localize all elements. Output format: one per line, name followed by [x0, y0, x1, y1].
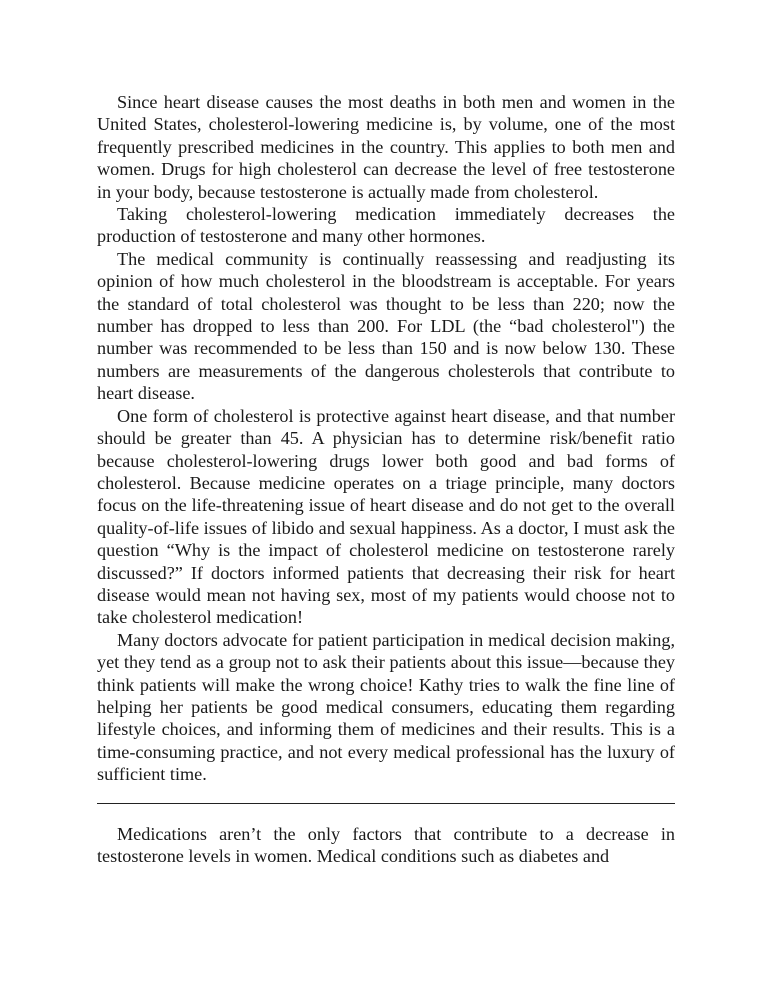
paragraph-medical-conditions: Medications aren’t the only factors that contribute to a decrease in testosterone levels in women. Medical conditions such as diabetes and [97, 823, 675, 866]
document-page [97, 91, 675, 867]
paragraph-cholesterol-standards: The medical community is continually reassessing and readjusting its opinion of how much cholesterol in the bloodstream is acceptable. For years the standard of total cholesterol was thought to be less than 220; now the number has dropped to less than 200. For LDL (the “bad cholesterol") the number was recommended to be less than 150 and is now below 130. These numbers are measurements of the dangerous cholesterols that contribute to heart disease. [97, 248, 675, 404]
section-divider [97, 803, 675, 804]
paragraph-patient-participation: Many doctors advocate for patient participation in medical decision making, yet they tend as a group not to ask their patients about this issue—because they think patients will make the wrong choice! Kathy tries to walk the fine line of helping her patients be good medical consumers, educating them regarding lifestyle choices, and informing them of medicines and their results. This is a time-consuming practice, and not every medical professional has the luxury of sufficient time. [97, 629, 675, 785]
paragraph-medication-effect: Taking cholesterol-lowering medication immediately decreases the production of testosterone and many other hormones. [97, 204, 675, 247]
paragraph-protective-cholesterol: One form of cholesterol is protective against heart disease, and that number should be greater than 45. A physician has to determine risk/benefit ratio because cholesterol-lowering drugs lower both good and bad forms of cholesterol. Because medicine operates on a triage principle, many doctors focus on the life-threatening issue of heart disease and do not get to the overall quality-of-life issues of libido and sexual happiness. As a doctor, I must ask the question “Why is the impact of cholesterol medicine on testosterone rarely discussed?” If doctors informed patients that decreasing their risk for heart disease would mean not having sex, most of my patients would choose not to take cholesterol medication! [97, 405, 675, 628]
paragraph-heart-disease: Since heart disease causes the most deaths in both men and women in the United States, cholesterol-lowering medicine is, by volume, one of the most frequently prescribed medicines in the country. This applies to both men and women. Drugs for high cholesterol can decrease the level of free testosterone in your body, because testosterone is actually made from cholesterol. [97, 92, 675, 202]
